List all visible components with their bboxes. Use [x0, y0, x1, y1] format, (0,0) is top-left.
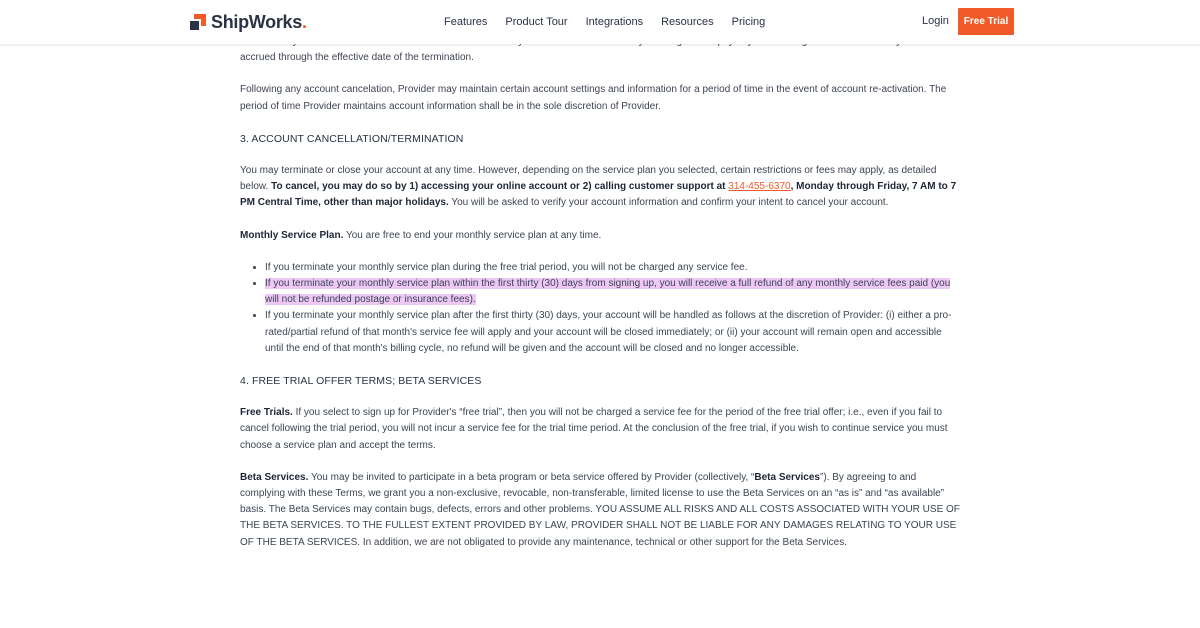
list-item: • If you terminate your monthly service plan during the free trial period, you will not be charged any service fee.: [265, 260, 962, 276]
list-item: • If you terminate your monthly service plan after the first thirty (30) days, your account will be handled as follows at the discretion of Provider: (i) either a pro-rated/partial refund of that month's service fee will apply and your account will be closed immediately; or (ii) your account will remain open and accessible until the end of that month's billing cycle, no refund will be given and the account will be closed and no longer accessible.: [265, 308, 962, 357]
section-heading-free-trial: 4. FREE TRIAL OFFER TERMS; BETA SERVICES: [240, 375, 482, 388]
shipworks-logo-icon: [190, 14, 206, 30]
support-phone-link[interactable]: 314-455-6370: [728, 181, 791, 193]
section-heading-cancellation: 3. ACCOUNT CANCELLATION/TERMINATION: [240, 132, 464, 145]
termination-paragraph: accrued through the effective date of the termination.: [240, 52, 474, 64]
site-header: [0, 0, 1200, 44]
free-trials-paragraph: Free Trials. If you select to sign up for Provider's “free trial”, then you will not be charged a service fee for the period of the free trial offer; i.e., even if you fail to cancel following the trial period, you will not incur a service fee for the trial time period. At the conclusion of the free trial, if you wish to continue service you must choose a service plan and accept the terms.: [240, 407, 948, 451]
free-trial-button[interactable]: Free Trial: [958, 8, 1014, 35]
cancel-paragraph: You may terminate or close your account at any time. However, depending on the service plan you selected, certain restrictions or fees may apply, as detailed below. To cancel, you may do so by 1) accessing your online account or 2) calling customer support at 314-455-6370, Monday through Friday, 7 AM to 7 PM Central Time, other than major holidays. You will be asked to verify your account information and confirm your intent to cancel your account.: [240, 165, 957, 209]
nav-features[interactable]: Features: [444, 16, 488, 28]
main-nav: [444, 0, 783, 44]
monthly-plan-list: [240, 260, 962, 357]
monthly-plan-paragraph: Monthly Service Plan. You are free to end your monthly service plan at any time.: [240, 229, 602, 241]
logo-text: ShipWorks.: [211, 11, 307, 32]
highlighted-text: If you terminate your monthly service plan within the first thirty (30) days from signing up, you will receive a full refund of any monthly service fees paid (you will not be refunded postage or insurance fees).: [265, 278, 951, 306]
login-link[interactable]: Login: [922, 15, 949, 27]
nav-pricing[interactable]: Pricing: [731, 16, 766, 28]
terms-content: [240, 34, 962, 567]
list-item-highlighted: [265, 276, 962, 308]
shipworks-logo[interactable]: [190, 12, 307, 32]
nav-integrations[interactable]: Integrations: [585, 16, 644, 28]
nav-product-tour[interactable]: Product Tour: [505, 16, 568, 28]
beta-services-paragraph: Beta Services. You may be invited to participate in a beta program or beta service offered by Provider (collectively, “Beta Services”). By agreeing to and complying with these Terms, we grant you a non-exclusive, revocable, non-transferable, limited license to use the Beta Services on an “as is” and “as available” basis. The Beta Services may contain bugs, defects, errors and other problems. YOU ASSUME ALL RISKS AND ALL COSTS ASSOCIATED WITH YOUR USE OF THE BETA SERVICES. TO THE FULLEST EXTENT PROVIDED BY LAW, PROVIDER SHALL NOT BE LIABLE FOR ANY DAMAGES RELATING TO YOUR USE OF THE BETA SERVICES. In addition, we are not obligated to provide any maintenance, technical or other support for the Beta Services.: [240, 471, 960, 548]
nav-resources[interactable]: Resources: [661, 16, 714, 28]
reactivation-paragraph: Following any account cancelation, Provider may maintain certain account settings and information for a period of time in the event of account re-activation. The period of time Provider maintains account information shall be in the sole discretion of Provider.: [240, 84, 947, 112]
